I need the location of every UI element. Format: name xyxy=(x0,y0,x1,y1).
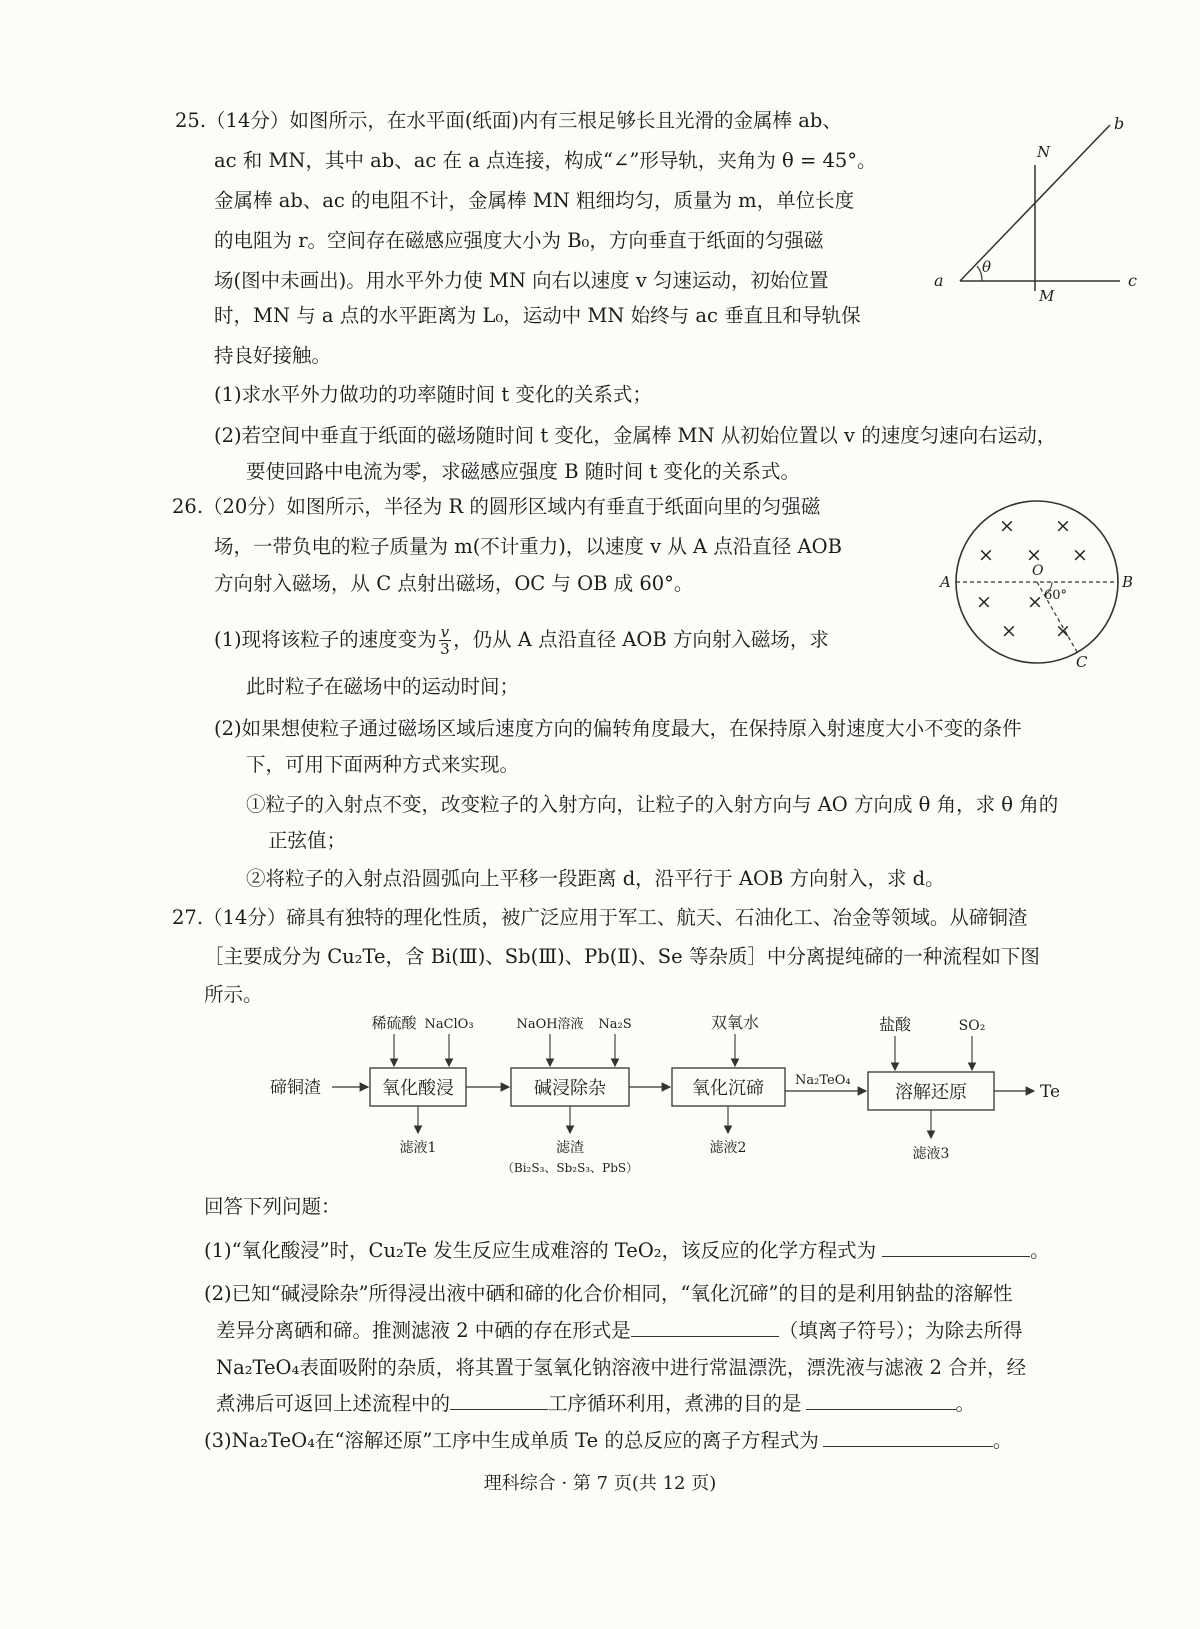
out-2: 滤渣 xyxy=(556,1140,584,1156)
q27-s2-d-mid: 工序循环利用，煮沸的目的是 xyxy=(548,1392,802,1415)
q27-flowchart xyxy=(260,1008,1110,1186)
q25-sub2-a: (2)若空间中垂直于纸面的磁场随时间 t 变化，金属棒 MN 从初始位置以 v 的速度匀速向右运动， xyxy=(214,424,1057,447)
process-label-4: 溶解还原 xyxy=(895,1082,967,1103)
output-label: Te xyxy=(1040,1082,1061,1102)
arrow-label: Na₂TeO₄ xyxy=(795,1073,851,1088)
q27-s2-a: (2)已知“碱浸除杂”所得浸出液中硒和碲的化合价相同，“氧化沉碲”的目的是利用钠盐的溶解性 xyxy=(204,1282,1013,1305)
q25-sub2-b: 要使回路中电流为零，求磁感应强度 B 随时间 t 变化的关系式。 xyxy=(246,460,800,483)
label-a: A xyxy=(940,573,951,591)
q25-line-3: 金属棒 ab、ac 的电阻不计，金属棒 MN 粗细均匀，质量为 m，单位长度 xyxy=(214,189,855,212)
q27-s2-d xyxy=(216,1391,975,1417)
fraction xyxy=(439,624,451,657)
q25-figure xyxy=(920,105,1150,315)
answer-blank[interactable] xyxy=(806,1391,956,1410)
q26-figure xyxy=(930,495,1140,680)
label-o: O xyxy=(1032,563,1044,579)
reagent-5: 双氧水 xyxy=(710,1013,760,1032)
out-4: 滤液3 xyxy=(912,1146,950,1162)
answer-blank[interactable] xyxy=(823,1428,993,1447)
q26-sub1-pre: (1)现将该粒子的速度变为 xyxy=(214,628,437,651)
field-mark-cross: × xyxy=(1001,620,1017,642)
q27-s3 xyxy=(204,1428,1012,1454)
label-b: B xyxy=(1122,573,1134,591)
q27-s2-b-text: 差异分离硒和碲。推测滤液 2 中硒的存在形式是 xyxy=(216,1319,631,1342)
field-mark-cross: × xyxy=(1072,544,1088,566)
reagent-3: NaOH溶液 xyxy=(516,1017,584,1032)
q25-line-6: 时，MN 与 a 点的水平距离为 L₀，运动中 MN 始终与 ac 垂直且和导轨保 xyxy=(214,304,861,327)
q26-sub1 xyxy=(214,624,829,657)
page-footer: 理科综合 · 第 7 页(共 12 页) xyxy=(483,1473,717,1494)
field-mark-cross: × xyxy=(1055,515,1071,537)
q26-opt2: ②将粒子的入射点沿圆弧向上平移一段距离 d，沿平行于 AOB 方向射入，求 d。 xyxy=(246,867,945,890)
q27-s2-d-pre: 煮沸后可返回上述流程中的 xyxy=(216,1392,451,1415)
process-label-2: 碱浸除杂 xyxy=(534,1078,606,1099)
q27-line-1: 27.（14分）碲具有独特的理化性质，被广泛应用于军工、航天、石油化工、冶金等领域。从碲铜渣 xyxy=(172,906,1028,929)
label-n: N xyxy=(1037,143,1051,161)
label-c: C xyxy=(1076,653,1088,671)
q25-line-7: 持良好接触。 xyxy=(214,344,332,367)
field-mark-cross: × xyxy=(999,515,1015,537)
field-mark-cross: × xyxy=(976,591,992,613)
q25-line-5: 场(图中未画出)。用水平外力使 MN 向右以速度 v 匀速运动，初始位置 xyxy=(214,269,829,292)
q26-sub2-b: 下，可用下面两种方式来实现。 xyxy=(246,753,520,776)
q27-s2-c: Na₂TeO₄表面吸附的杂质，将其置于氢氧化钠溶液中进行常温漂洗，漂洗液与滤液 2 合并，经 xyxy=(216,1356,1027,1379)
answer-blank[interactable] xyxy=(450,1391,548,1410)
field-mark-cross: × xyxy=(1027,591,1043,613)
q25-sub1: (1)求水平外力做功的功率随时间 t 变化的关系式； xyxy=(214,383,652,406)
field-mark-cross: × xyxy=(978,544,994,566)
q25-line-2: ac 和 MN，其中 ab、ac 在 a 点连接，构成“∠”形导轨，夹角为 θ = 45°。 xyxy=(214,149,877,172)
field-mark-cross: × xyxy=(1026,544,1042,566)
label-theta: θ xyxy=(982,258,992,276)
field-mark-cross: × xyxy=(1055,620,1071,642)
residue-note: （Bi₂S₃、Sb₂S₃、PbS） xyxy=(501,1161,639,1175)
answer-blank[interactable] xyxy=(631,1318,779,1337)
process-label-3: 氧化沉碲 xyxy=(692,1078,764,1099)
q26-line-2: 场，一带负电的粒子质量为 m(不计重力)，以速度 v 从 A 点沿直径 AOB xyxy=(214,535,842,558)
label-c: c xyxy=(1128,271,1137,290)
q25-line-1: 25.（14分）如图所示，在水平面(纸面)内有三根足够长且光滑的金属棒 ab、 xyxy=(175,109,842,132)
q27-line-3: 所示。 xyxy=(204,983,263,1006)
q26-line-1: 26.（20分）如图所示，半径为 R 的圆形区域内有垂直于纸面向里的匀强磁 xyxy=(172,495,821,518)
fraction-den: 3 xyxy=(440,640,450,658)
answer-blank[interactable] xyxy=(882,1238,1030,1257)
q26-sub1-post: ，仍从 A 点沿直径 AOB 方向射入磁场，求 xyxy=(453,628,829,651)
reagent-4: Na₂S xyxy=(598,1017,632,1032)
label-angle: 60° xyxy=(1044,588,1068,603)
input-label: 碲铜渣 xyxy=(270,1078,321,1098)
q27-s2-b-post: （填离子符号）；为除去所得 xyxy=(778,1319,1023,1342)
q26-opt1-b: 正弦值； xyxy=(268,829,347,852)
q27-s2-b xyxy=(216,1318,1023,1344)
q27-s1-text: (1)“氧化酸浸”时，Cu₂Te 发生反应生成难溶的 TeO₂，该反应的化学方程式为 xyxy=(204,1239,877,1262)
reagent-1: 稀硫酸 xyxy=(371,1014,417,1032)
period: 。 xyxy=(1030,1239,1050,1262)
process-label-1: 氧化酸浸 xyxy=(382,1078,454,1099)
period: 。 xyxy=(992,1429,1013,1452)
q26-sub2-a: (2)如果想使粒子通过磁场区域后速度方向的偏转角度最大，在保持原入射速度大小不变的条件 xyxy=(214,717,1022,740)
q26-sub1-cont: 此时粒子在磁场中的运动时间； xyxy=(246,675,520,698)
out-1: 滤液1 xyxy=(399,1140,437,1156)
q27-line-2: ［主要成分为 Cu₂Te，含 Bi(Ⅲ)、Sb(Ⅲ)、Pb(Ⅱ)、Se 等杂质］中分离提纯碲的一种流程如下图 xyxy=(204,945,1040,968)
label-b: b xyxy=(1114,114,1125,133)
fraction-num: v xyxy=(440,623,450,641)
label-m: M xyxy=(1039,287,1055,305)
reagent-7: SO₂ xyxy=(958,1018,986,1034)
q25-line-4: 的电阻为 r。空间存在磁感应强度大小为 B₀，方向垂直于纸面的匀强磁 xyxy=(214,229,824,252)
out-3: 滤液2 xyxy=(709,1140,747,1156)
reagent-6: 盐酸 xyxy=(878,1015,912,1034)
label-a: a xyxy=(934,271,944,290)
q26-line-3: 方向射入磁场，从 C 点射出磁场，OC 与 OB 成 60°。 xyxy=(214,572,694,595)
period: 。 xyxy=(955,1392,976,1415)
answer-intro: 回答下列问题： xyxy=(204,1195,341,1218)
q27-s1 xyxy=(204,1238,1050,1264)
q27-s3-text: (3)Na₂TeO₄在“溶解还原”工序中生成单质 Te 的总反应的离子方程式为 xyxy=(204,1429,819,1452)
reagent-2: NaClO₃ xyxy=(424,1017,474,1032)
q26-opt1-a: ①粒子的入射点不变，改变粒子的入射方向，让粒子的入射方向与 AO 方向成 θ 角，求 θ 角的 xyxy=(246,793,1059,816)
